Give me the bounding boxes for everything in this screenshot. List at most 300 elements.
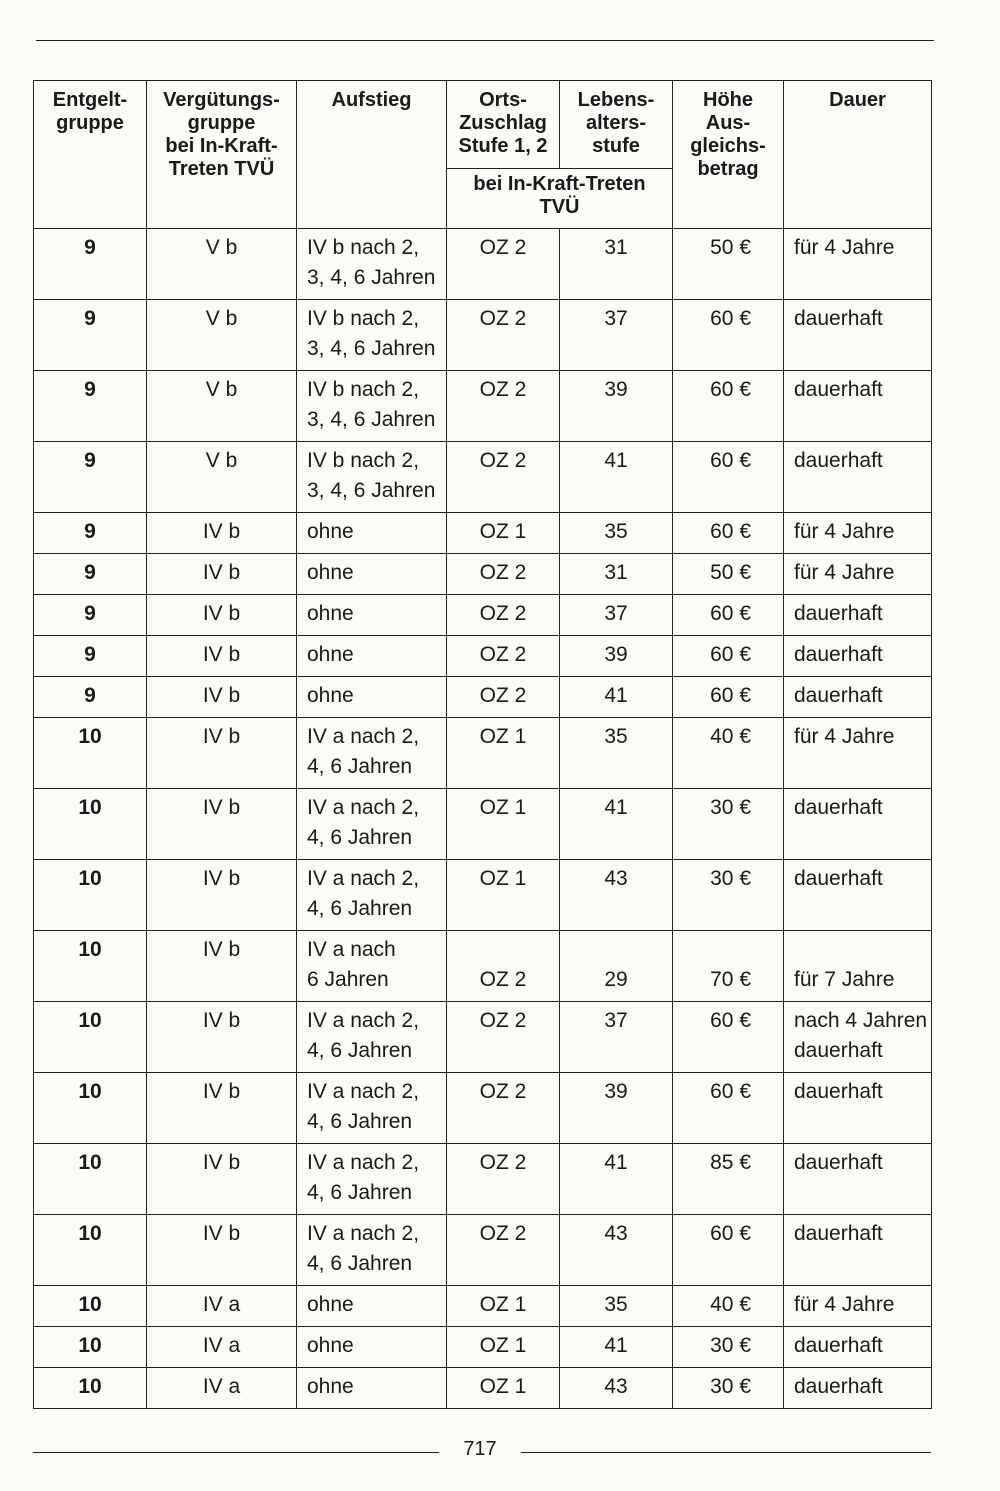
cell-verguetungsgruppe bbox=[147, 1002, 297, 1073]
page-footer bbox=[33, 1436, 931, 1466]
cell-lebensaltersstufe bbox=[560, 860, 673, 931]
cell-lebensaltersstufe-line: 35 bbox=[604, 520, 628, 543]
cell-verguetungsgruppe bbox=[147, 677, 297, 718]
cell-lebensaltersstufe-line: 41 bbox=[604, 684, 628, 707]
cell-aufstieg bbox=[297, 718, 447, 789]
cell-ortszuschlag bbox=[447, 1286, 560, 1327]
page-number: 717 bbox=[463, 1438, 497, 1460]
cell-dauer-line: dauerhaft bbox=[794, 602, 883, 625]
cell-dauer-line: für 4 Jahre bbox=[794, 561, 895, 584]
cell-lebensaltersstufe-line: 41 bbox=[604, 1151, 628, 1174]
cell-aufstieg-line: IV a nach 2, bbox=[307, 1080, 420, 1103]
cell-aufstieg-line: IV a nach 2, bbox=[307, 1151, 420, 1174]
table-row bbox=[34, 1286, 932, 1327]
cell-dauer bbox=[784, 442, 932, 513]
cell-aufstieg-line: 4, 6 Jahren bbox=[307, 755, 413, 778]
cell-lebensaltersstufe bbox=[560, 1368, 673, 1409]
table-row bbox=[34, 636, 932, 677]
cell-dauer bbox=[784, 554, 932, 595]
cell-verguetungsgruppe-line: IV b bbox=[202, 796, 241, 819]
header-line: bei In-Kraft-Treten bbox=[473, 173, 646, 195]
cell-ortszuschlag-line: OZ 2 bbox=[479, 602, 527, 625]
cell-lebensaltersstufe bbox=[560, 595, 673, 636]
cell-aufstieg bbox=[297, 931, 447, 1002]
cell-lebensaltersstufe bbox=[560, 1144, 673, 1215]
cell-verguetungsgruppe-line: IV b bbox=[202, 1080, 241, 1103]
cell-aufstieg bbox=[297, 1286, 447, 1327]
cell-dauer-line: für 4 Jahre bbox=[794, 725, 895, 748]
cell-dauer-line: für 4 Jahre bbox=[794, 236, 895, 259]
cell-aufstieg bbox=[297, 860, 447, 931]
cell-aufstieg bbox=[297, 229, 447, 300]
cell-aufstieg-line: IV b nach 2, bbox=[307, 378, 420, 401]
table-row bbox=[34, 1215, 932, 1286]
header-line: Zuschlag bbox=[459, 112, 547, 134]
cell-entgeltgruppe bbox=[34, 1144, 147, 1215]
cell-dauer-line: dauerhaft bbox=[794, 1039, 883, 1062]
cell-ausgleichsbetrag bbox=[673, 1002, 784, 1073]
header-line: stufe bbox=[592, 135, 640, 157]
cell-lebensaltersstufe-line: 41 bbox=[604, 449, 628, 472]
cell-dauer bbox=[784, 789, 932, 860]
cell-lebensaltersstufe-line: 37 bbox=[604, 307, 628, 330]
cell-lebensaltersstufe bbox=[560, 1002, 673, 1073]
cell-aufstieg bbox=[297, 789, 447, 860]
cell-ortszuschlag-line: OZ 1 bbox=[479, 520, 527, 543]
cell-verguetungsgruppe bbox=[147, 636, 297, 677]
cell-entgeltgruppe-line: 9 bbox=[84, 378, 96, 401]
cell-ausgleichsbetrag-line: 60 € bbox=[710, 307, 751, 330]
cell-verguetungsgruppe bbox=[147, 1327, 297, 1368]
cell-ausgleichsbetrag-line: 50 € bbox=[710, 561, 751, 584]
cell-ausgleichsbetrag-line: 60 € bbox=[710, 602, 751, 625]
header-line: Entgelt- bbox=[52, 89, 128, 111]
cell-entgeltgruppe-line: 10 bbox=[78, 796, 102, 819]
cell-aufstieg bbox=[297, 677, 447, 718]
cell-aufstieg-line: ohne bbox=[307, 1293, 354, 1316]
cell-ausgleichsbetrag-line: 60 € bbox=[710, 643, 751, 666]
cell-ortszuschlag bbox=[447, 595, 560, 636]
cell-aufstieg-line: IV a nach 2, bbox=[307, 725, 420, 748]
header-line: Aus- bbox=[705, 112, 751, 134]
cell-dauer-line: dauerhaft bbox=[794, 867, 883, 890]
cell-dauer-line: dauerhaft bbox=[794, 378, 883, 401]
cell-entgeltgruppe-line: 10 bbox=[78, 1334, 102, 1357]
cell-verguetungsgruppe-line: IV b bbox=[202, 1222, 241, 1245]
cell-aufstieg-line: 4, 6 Jahren bbox=[307, 1181, 413, 1204]
footer-rule-right bbox=[521, 1452, 931, 1453]
cell-entgeltgruppe-line: 9 bbox=[84, 449, 96, 472]
cell-entgeltgruppe bbox=[34, 554, 147, 595]
cell-lebensaltersstufe bbox=[560, 371, 673, 442]
cell-ausgleichsbetrag bbox=[673, 677, 784, 718]
cell-lebensaltersstufe-line: 31 bbox=[604, 236, 628, 259]
cell-lebensaltersstufe bbox=[560, 513, 673, 554]
header-line: Stufe 1, 2 bbox=[458, 135, 548, 157]
cell-aufstieg-line: 3, 4, 6 Jahren bbox=[307, 408, 436, 431]
cell-dauer-line: dauerhaft bbox=[794, 1151, 883, 1174]
cell-ausgleichsbetrag-line: 30 € bbox=[710, 796, 751, 819]
header-line: alters- bbox=[585, 112, 647, 134]
table-row bbox=[34, 1327, 932, 1368]
cell-dauer bbox=[784, 1002, 932, 1073]
cell-lebensaltersstufe bbox=[560, 1215, 673, 1286]
table-row bbox=[34, 1073, 932, 1144]
cell-lebensaltersstufe-line: 29 bbox=[604, 968, 628, 991]
header-hoehe-ausgleichsbetrag bbox=[673, 81, 784, 229]
cell-ortszuschlag bbox=[447, 677, 560, 718]
cell-dauer bbox=[784, 371, 932, 442]
cell-ausgleichsbetrag bbox=[673, 300, 784, 371]
cell-aufstieg-line: 3, 4, 6 Jahren bbox=[307, 266, 436, 289]
cell-entgeltgruppe-line: 10 bbox=[78, 1080, 102, 1103]
header-line: Aufstieg bbox=[331, 89, 412, 111]
cell-aufstieg-line: ohne bbox=[307, 1375, 354, 1398]
cell-aufstieg-line: ohne bbox=[307, 1334, 354, 1357]
cell-entgeltgruppe-line: 10 bbox=[78, 1009, 102, 1032]
cell-entgeltgruppe bbox=[34, 595, 147, 636]
cell-verguetungsgruppe bbox=[147, 513, 297, 554]
cell-ortszuschlag-line: OZ 1 bbox=[479, 1334, 527, 1357]
cell-dauer-line: dauerhaft bbox=[794, 1334, 883, 1357]
cell-lebensaltersstufe bbox=[560, 636, 673, 677]
cell-verguetungsgruppe-line: IV a bbox=[202, 1293, 241, 1316]
cell-verguetungsgruppe bbox=[147, 442, 297, 513]
cell-entgeltgruppe-line: 10 bbox=[78, 1151, 102, 1174]
cell-lebensaltersstufe-line: 37 bbox=[604, 602, 628, 625]
cell-dauer bbox=[784, 677, 932, 718]
cell-entgeltgruppe-line: 10 bbox=[78, 725, 102, 748]
cell-ortszuschlag-line: OZ 2 bbox=[479, 684, 527, 707]
cell-entgeltgruppe bbox=[34, 442, 147, 513]
cell-verguetungsgruppe-line: V b bbox=[205, 307, 238, 330]
header-bei-inkrafttreten bbox=[447, 169, 673, 229]
cell-ausgleichsbetrag bbox=[673, 1368, 784, 1409]
cell-aufstieg-line: IV b nach 2, bbox=[307, 449, 420, 472]
cell-ausgleichsbetrag-line: 50 € bbox=[710, 236, 751, 259]
cell-entgeltgruppe bbox=[34, 1286, 147, 1327]
cell-dauer bbox=[784, 860, 932, 931]
cell-entgeltgruppe bbox=[34, 1327, 147, 1368]
cell-aufstieg bbox=[297, 595, 447, 636]
cell-verguetungsgruppe-line: IV b bbox=[202, 867, 241, 890]
cell-lebensaltersstufe-line: 39 bbox=[604, 1080, 628, 1103]
cell-verguetungsgruppe-line: IV b bbox=[202, 520, 241, 543]
cell-lebensaltersstufe bbox=[560, 789, 673, 860]
table-row bbox=[34, 595, 932, 636]
cell-aufstieg-line: IV a nach 2, bbox=[307, 1222, 420, 1245]
table-row bbox=[34, 1368, 932, 1409]
footer-rule-left bbox=[33, 1452, 439, 1453]
table-row bbox=[34, 789, 932, 860]
cell-entgeltgruppe bbox=[34, 677, 147, 718]
cell-dauer bbox=[784, 1073, 932, 1144]
cell-ortszuschlag bbox=[447, 718, 560, 789]
table-row bbox=[34, 371, 932, 442]
cell-dauer bbox=[784, 513, 932, 554]
cell-ortszuschlag-line: OZ 2 bbox=[479, 449, 527, 472]
table-row bbox=[34, 554, 932, 595]
cell-entgeltgruppe bbox=[34, 718, 147, 789]
cell-entgeltgruppe-line: 9 bbox=[84, 236, 96, 259]
cell-ausgleichsbetrag bbox=[673, 1144, 784, 1215]
table-row bbox=[34, 718, 932, 789]
cell-verguetungsgruppe-line: IV b bbox=[202, 643, 241, 666]
cell-lebensaltersstufe-line: 35 bbox=[604, 1293, 628, 1316]
cell-ortszuschlag bbox=[447, 513, 560, 554]
cell-ortszuschlag bbox=[447, 371, 560, 442]
cell-lebensaltersstufe-line: 43 bbox=[604, 1222, 628, 1245]
cell-ortszuschlag-line: OZ 2 bbox=[479, 236, 527, 259]
cell-entgeltgruppe-line: 9 bbox=[84, 520, 96, 543]
cell-lebensaltersstufe-line: 41 bbox=[604, 796, 628, 819]
cell-ausgleichsbetrag bbox=[673, 1073, 784, 1144]
cell-entgeltgruppe-line: 9 bbox=[84, 643, 96, 666]
cell-aufstieg-line: IV a nach 2, bbox=[307, 796, 420, 819]
cell-lebensaltersstufe bbox=[560, 1327, 673, 1368]
cell-ausgleichsbetrag-line: 60 € bbox=[710, 1009, 751, 1032]
cell-aufstieg-line: IV b nach 2, bbox=[307, 307, 420, 330]
cell-lebensaltersstufe-line: 43 bbox=[604, 867, 628, 890]
cell-verguetungsgruppe bbox=[147, 1215, 297, 1286]
cell-ausgleichsbetrag-line: 30 € bbox=[710, 1334, 751, 1357]
cell-ausgleichsbetrag-line: 40 € bbox=[710, 1293, 751, 1316]
cell-lebensaltersstufe bbox=[560, 442, 673, 513]
cell-dauer-line: dauerhaft bbox=[794, 449, 883, 472]
cell-ortszuschlag-line: OZ 2 bbox=[479, 1080, 527, 1103]
cell-lebensaltersstufe bbox=[560, 931, 673, 1002]
cell-ortszuschlag bbox=[447, 789, 560, 860]
cell-ausgleichsbetrag-line: 70 € bbox=[710, 968, 751, 991]
cell-dauer-line: für 4 Jahre bbox=[794, 1293, 895, 1316]
cell-aufstieg-line: 3, 4, 6 Jahren bbox=[307, 337, 436, 360]
cell-lebensaltersstufe bbox=[560, 1286, 673, 1327]
cell-aufstieg bbox=[297, 300, 447, 371]
cell-aufstieg bbox=[297, 442, 447, 513]
cell-ausgleichsbetrag bbox=[673, 789, 784, 860]
cell-entgeltgruppe bbox=[34, 1002, 147, 1073]
cell-dauer bbox=[784, 718, 932, 789]
header-line: gruppe bbox=[187, 112, 256, 134]
cell-ortszuschlag-line: OZ 2 bbox=[479, 1222, 527, 1245]
cell-aufstieg bbox=[297, 1368, 447, 1409]
cell-entgeltgruppe-line: 10 bbox=[78, 938, 102, 961]
table-row bbox=[34, 860, 932, 931]
cell-verguetungsgruppe bbox=[147, 860, 297, 931]
table-row bbox=[34, 1002, 932, 1073]
cell-aufstieg bbox=[297, 1002, 447, 1073]
cell-lebensaltersstufe-line: 39 bbox=[604, 643, 628, 666]
cell-entgeltgruppe-line: 10 bbox=[78, 1222, 102, 1245]
cell-entgeltgruppe bbox=[34, 636, 147, 677]
header-line: Höhe bbox=[703, 89, 753, 111]
cell-verguetungsgruppe-line: IV a bbox=[202, 1375, 241, 1398]
cell-dauer bbox=[784, 229, 932, 300]
cell-ortszuschlag-line: OZ 2 bbox=[479, 643, 527, 666]
cell-aufstieg-line: IV a nach bbox=[307, 938, 396, 961]
cell-entgeltgruppe bbox=[34, 371, 147, 442]
cell-entgeltgruppe bbox=[34, 513, 147, 554]
cell-aufstieg bbox=[297, 1215, 447, 1286]
cell-entgeltgruppe bbox=[34, 860, 147, 931]
cell-ortszuschlag-line: OZ 1 bbox=[479, 725, 527, 748]
header-line: Treten TVÜ bbox=[168, 158, 275, 180]
cell-verguetungsgruppe-line: IV b bbox=[202, 938, 241, 961]
cell-ausgleichsbetrag bbox=[673, 1327, 784, 1368]
header-line: Lebens- bbox=[577, 89, 655, 111]
cell-ortszuschlag bbox=[447, 931, 560, 1002]
cell-ortszuschlag bbox=[447, 300, 560, 371]
cell-ausgleichsbetrag-line: 60 € bbox=[710, 449, 751, 472]
cell-ausgleichsbetrag bbox=[673, 554, 784, 595]
cell-verguetungsgruppe bbox=[147, 554, 297, 595]
cell-ortszuschlag-line: OZ 1 bbox=[479, 796, 527, 819]
cell-aufstieg-line: ohne bbox=[307, 561, 354, 584]
cell-aufstieg bbox=[297, 1144, 447, 1215]
cell-dauer-line: nach 4 Jahren bbox=[794, 1009, 928, 1032]
cell-lebensaltersstufe bbox=[560, 677, 673, 718]
cell-aufstieg bbox=[297, 554, 447, 595]
cell-dauer bbox=[784, 595, 932, 636]
cell-verguetungsgruppe bbox=[147, 371, 297, 442]
cell-aufstieg-line: 6 Jahren bbox=[307, 968, 389, 991]
cell-dauer bbox=[784, 1327, 932, 1368]
cell-ausgleichsbetrag-line: 30 € bbox=[710, 1375, 751, 1398]
header-entgeltgruppe bbox=[34, 81, 147, 229]
cell-aufstieg-line: IV a nach 2, bbox=[307, 1009, 420, 1032]
cell-ausgleichsbetrag bbox=[673, 718, 784, 789]
cell-aufstieg-line: ohne bbox=[307, 602, 354, 625]
cell-aufstieg-line: 4, 6 Jahren bbox=[307, 1110, 413, 1133]
top-rule bbox=[36, 40, 934, 41]
cell-aufstieg-line: 4, 6 Jahren bbox=[307, 1252, 413, 1275]
cell-ortszuschlag bbox=[447, 1144, 560, 1215]
cell-entgeltgruppe bbox=[34, 1368, 147, 1409]
cell-entgeltgruppe-line: 10 bbox=[78, 1293, 102, 1316]
cell-verguetungsgruppe-line: V b bbox=[205, 378, 238, 401]
cell-ortszuschlag bbox=[447, 636, 560, 677]
cell-dauer-line: für 4 Jahre bbox=[794, 520, 895, 543]
cell-dauer-line: dauerhaft bbox=[794, 684, 883, 707]
cell-verguetungsgruppe-line: IV b bbox=[202, 1009, 241, 1032]
cell-aufstieg bbox=[297, 1073, 447, 1144]
cell-lebensaltersstufe bbox=[560, 300, 673, 371]
cell-lebensaltersstufe bbox=[560, 1073, 673, 1144]
table-row bbox=[34, 442, 932, 513]
cell-ortszuschlag bbox=[447, 1368, 560, 1409]
cell-dauer bbox=[784, 1368, 932, 1409]
cell-aufstieg-line: IV a nach 2, bbox=[307, 867, 420, 890]
cell-aufstieg bbox=[297, 513, 447, 554]
cell-dauer bbox=[784, 1215, 932, 1286]
cell-verguetungsgruppe bbox=[147, 1144, 297, 1215]
cell-ortszuschlag bbox=[447, 1073, 560, 1144]
cell-ortszuschlag bbox=[447, 442, 560, 513]
cell-aufstieg bbox=[297, 371, 447, 442]
cell-dauer-line: dauerhaft bbox=[794, 1080, 883, 1103]
cell-lebensaltersstufe-line: 41 bbox=[604, 1334, 628, 1357]
cell-ausgleichsbetrag bbox=[673, 229, 784, 300]
cell-aufstieg bbox=[297, 636, 447, 677]
cell-ortszuschlag bbox=[447, 229, 560, 300]
cell-lebensaltersstufe bbox=[560, 554, 673, 595]
cell-ortszuschlag-line: OZ 2 bbox=[479, 307, 527, 330]
cell-ausgleichsbetrag bbox=[673, 595, 784, 636]
cell-verguetungsgruppe bbox=[147, 789, 297, 860]
cell-entgeltgruppe bbox=[34, 300, 147, 371]
cell-dauer bbox=[784, 636, 932, 677]
cell-dauer bbox=[784, 931, 932, 1002]
cell-lebensaltersstufe-line: 35 bbox=[604, 725, 628, 748]
cell-aufstieg-line: IV b nach 2, bbox=[307, 236, 420, 259]
cell-entgeltgruppe-line: 9 bbox=[84, 602, 96, 625]
cell-verguetungsgruppe bbox=[147, 300, 297, 371]
tariff-table bbox=[33, 80, 932, 1409]
header-dauer bbox=[784, 81, 932, 229]
cell-verguetungsgruppe-line: IV b bbox=[202, 561, 241, 584]
cell-aufstieg-line: 4, 6 Jahren bbox=[307, 897, 413, 920]
cell-lebensaltersstufe-line: 43 bbox=[604, 1375, 628, 1398]
cell-ortszuschlag-line: OZ 1 bbox=[479, 1375, 527, 1398]
cell-lebensaltersstufe-line: 39 bbox=[604, 378, 628, 401]
cell-dauer bbox=[784, 300, 932, 371]
cell-ortszuschlag-line: OZ 2 bbox=[479, 1009, 527, 1032]
cell-lebensaltersstufe-line: 37 bbox=[604, 1009, 628, 1032]
cell-ausgleichsbetrag-line: 60 € bbox=[710, 520, 751, 543]
table-row bbox=[34, 1144, 932, 1215]
cell-verguetungsgruppe-line: IV b bbox=[202, 725, 241, 748]
cell-ortszuschlag bbox=[447, 1327, 560, 1368]
cell-dauer-line: dauerhaft bbox=[794, 1375, 883, 1398]
cell-verguetungsgruppe bbox=[147, 931, 297, 1002]
table-row bbox=[34, 677, 932, 718]
cell-verguetungsgruppe-line: IV b bbox=[202, 602, 241, 625]
cell-verguetungsgruppe-line: V b bbox=[205, 236, 238, 259]
cell-verguetungsgruppe-line: IV b bbox=[202, 684, 241, 707]
cell-entgeltgruppe-line: 9 bbox=[84, 307, 96, 330]
table-body bbox=[34, 229, 932, 1409]
table-row bbox=[34, 229, 932, 300]
cell-ausgleichsbetrag bbox=[673, 636, 784, 677]
cell-dauer-line: dauerhaft bbox=[794, 643, 883, 666]
cell-ausgleichsbetrag-line: 60 € bbox=[710, 1222, 751, 1245]
cell-ausgleichsbetrag bbox=[673, 1215, 784, 1286]
cell-ausgleichsbetrag-line: 40 € bbox=[710, 725, 751, 748]
cell-verguetungsgruppe bbox=[147, 1286, 297, 1327]
cell-ortszuschlag bbox=[447, 860, 560, 931]
cell-lebensaltersstufe bbox=[560, 718, 673, 789]
cell-ausgleichsbetrag bbox=[673, 371, 784, 442]
cell-aufstieg-line: 4, 6 Jahren bbox=[307, 826, 413, 849]
cell-ausgleichsbetrag-line: 60 € bbox=[710, 1080, 751, 1103]
cell-verguetungsgruppe bbox=[147, 229, 297, 300]
cell-ausgleichsbetrag bbox=[673, 860, 784, 931]
cell-entgeltgruppe-line: 9 bbox=[84, 561, 96, 584]
cell-ausgleichsbetrag-line: 85 € bbox=[710, 1151, 751, 1174]
cell-entgeltgruppe-line: 9 bbox=[84, 684, 96, 707]
table-row bbox=[34, 931, 932, 1002]
cell-aufstieg-line: 3, 4, 6 Jahren bbox=[307, 479, 436, 502]
cell-ortszuschlag-line: OZ 2 bbox=[479, 561, 527, 584]
cell-aufstieg-line: ohne bbox=[307, 684, 354, 707]
cell-lebensaltersstufe bbox=[560, 229, 673, 300]
cell-entgeltgruppe bbox=[34, 1215, 147, 1286]
cell-entgeltgruppe bbox=[34, 1073, 147, 1144]
cell-verguetungsgruppe-line: IV a bbox=[202, 1334, 241, 1357]
cell-ortszuschlag-line: OZ 2 bbox=[479, 968, 527, 991]
cell-verguetungsgruppe bbox=[147, 718, 297, 789]
cell-ausgleichsbetrag bbox=[673, 513, 784, 554]
